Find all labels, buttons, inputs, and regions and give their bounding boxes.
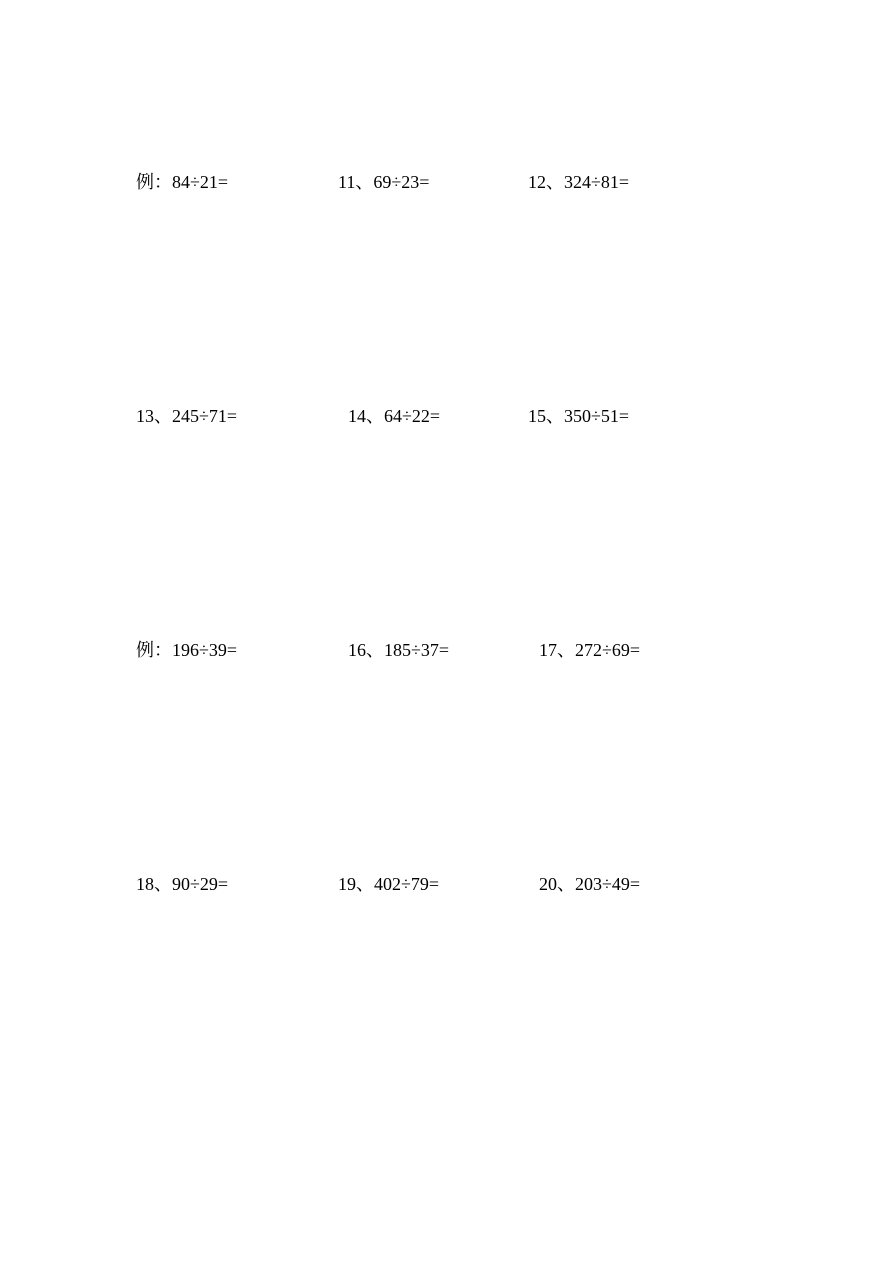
problem-12: 12、324÷81=: [528, 172, 630, 192]
problem-15: 15、350÷51=: [528, 406, 630, 426]
problem-19: 19、402÷79=: [338, 874, 440, 894]
problem-18: 18、90÷29=: [136, 874, 229, 894]
problem-13: 13、245÷71=: [136, 406, 238, 426]
problem-14: 14、64÷22=: [348, 406, 441, 426]
example-problem-2: 例：196÷39=: [136, 640, 238, 660]
problem-17: 17、272÷69=: [539, 640, 641, 660]
problem-20: 20、203÷49=: [539, 874, 641, 894]
example-problem-1: 例：84÷21=: [136, 172, 229, 192]
problem-16: 16、185÷37=: [348, 640, 450, 660]
problem-11: 11、69÷23=: [338, 172, 430, 192]
